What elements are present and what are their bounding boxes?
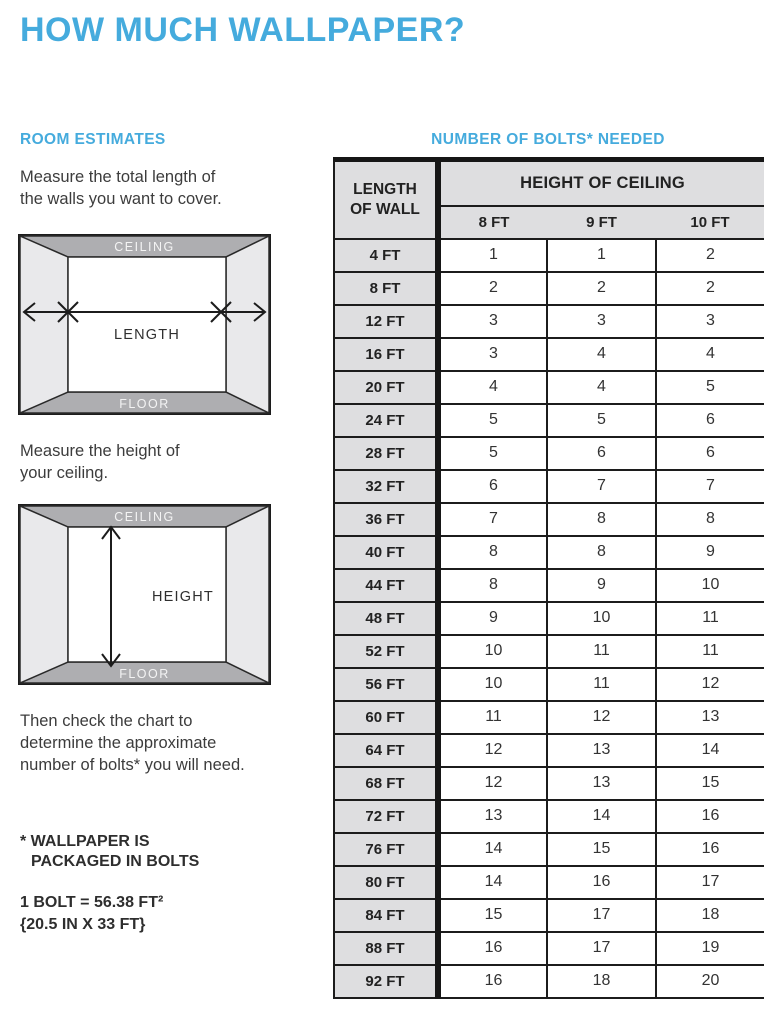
table-row <box>334 470 764 503</box>
bolt-count-cell: 17 <box>547 899 656 932</box>
bolt-size-line: {20.5 IN X 33 FT} <box>20 916 146 934</box>
bolt-count-cell: 17 <box>656 866 764 899</box>
bolt-count-cell: 8 <box>547 536 656 569</box>
bolt-count-cell: 6 <box>656 437 764 470</box>
paragraph-line: Measure the total length of <box>20 168 216 186</box>
right-wall-panel <box>226 506 269 683</box>
row-label-wall-length: 72 FT <box>334 800 438 833</box>
row-label-wall-length: 20 FT <box>334 371 438 404</box>
check-chart-paragraph <box>20 711 245 776</box>
column-header-9ft: 9 FT <box>547 206 656 239</box>
table-row <box>334 239 764 272</box>
row-label-wall-length: 44 FT <box>334 569 438 602</box>
column-header-8ft: 8 FT <box>438 206 547 239</box>
bolt-count-cell: 7 <box>438 503 547 536</box>
bolt-count-cell: 16 <box>438 965 547 998</box>
bolt-count-cell: 14 <box>438 833 547 866</box>
bolt-count-cell: 16 <box>656 833 764 866</box>
bolt-size-line: 1 BOLT = 56.38 FT² <box>20 894 164 911</box>
bolt-count-cell: 5 <box>656 371 764 404</box>
bolt-count-cell: 15 <box>547 833 656 866</box>
row-label-wall-length: 4 FT <box>334 239 438 272</box>
table-row <box>334 899 764 932</box>
bolt-count-cell: 11 <box>656 602 764 635</box>
table-row <box>334 503 764 536</box>
paragraph-line: determine the approximate <box>20 733 217 752</box>
table-row <box>334 734 764 767</box>
ceiling-label: CEILING <box>114 240 175 254</box>
paragraph-line: Then check the chart to <box>20 712 193 730</box>
bolt-size-note <box>20 892 163 936</box>
table-row <box>334 338 764 371</box>
table-row <box>334 668 764 701</box>
bolt-count-cell: 1 <box>438 239 547 272</box>
bolt-count-cell: 12 <box>656 668 764 701</box>
paragraph-line: the walls you want to cover. <box>20 189 222 208</box>
room-estimates-heading: ROOM ESTIMATES <box>20 131 166 148</box>
bolt-count-cell: 6 <box>656 404 764 437</box>
bolt-count-cell: 13 <box>656 701 764 734</box>
left-wall-panel <box>20 236 68 413</box>
bolt-count-cell: 7 <box>547 470 656 503</box>
bolt-count-cell: 8 <box>547 503 656 536</box>
bolt-count-cell: 13 <box>547 734 656 767</box>
table-row <box>334 536 764 569</box>
bolt-count-cell: 4 <box>438 371 547 404</box>
table-row <box>334 602 764 635</box>
bolt-count-cell: 16 <box>438 932 547 965</box>
bolt-count-cell: 4 <box>547 371 656 404</box>
bolts-table-body <box>334 239 764 998</box>
bolt-count-cell: 13 <box>547 767 656 800</box>
bolts-needed-heading: NUMBER OF BOLTS* NEEDED <box>431 131 665 148</box>
table-row <box>334 404 764 437</box>
bolt-count-cell: 8 <box>438 536 547 569</box>
bolt-count-cell: 20 <box>656 965 764 998</box>
bolt-count-cell: 2 <box>656 239 764 272</box>
bolt-count-cell: 18 <box>656 899 764 932</box>
bolt-count-cell: 2 <box>547 272 656 305</box>
bolt-count-cell: 7 <box>656 470 764 503</box>
bolt-count-cell: 14 <box>656 734 764 767</box>
corner-header-line: OF WALL <box>350 200 420 218</box>
bolt-count-cell: 6 <box>547 437 656 470</box>
height-room-diagram <box>18 504 271 685</box>
row-label-wall-length: 28 FT <box>334 437 438 470</box>
bolt-count-cell: 10 <box>438 668 547 701</box>
table-row <box>334 800 764 833</box>
bolt-count-cell: 13 <box>438 800 547 833</box>
row-label-wall-length: 56 FT <box>334 668 438 701</box>
paragraph-line: your ceiling. <box>20 463 109 482</box>
row-label-wall-length: 88 FT <box>334 932 438 965</box>
table-row <box>334 767 764 800</box>
bolt-count-cell: 5 <box>438 404 547 437</box>
table-row <box>334 437 764 470</box>
bolt-count-cell: 14 <box>547 800 656 833</box>
left-wall-panel <box>20 506 68 683</box>
bolt-count-cell: 15 <box>438 899 547 932</box>
corner-header-length-of-wall <box>334 160 438 239</box>
bolt-count-cell: 3 <box>547 305 656 338</box>
table-row <box>334 635 764 668</box>
footnote-line: PACKAGED IN BOLTS <box>31 852 200 870</box>
row-label-wall-length: 52 FT <box>334 635 438 668</box>
table-row <box>334 833 764 866</box>
ceiling-label: CEILING <box>114 510 175 524</box>
length-room-diagram <box>18 234 271 415</box>
row-label-wall-length: 80 FT <box>334 866 438 899</box>
table-row <box>334 932 764 965</box>
bolt-count-cell: 12 <box>438 767 547 800</box>
row-label-wall-length: 48 FT <box>334 602 438 635</box>
wallpaper-bolts-footnote <box>20 832 199 871</box>
bolt-count-cell: 10 <box>438 635 547 668</box>
bolt-count-cell: 11 <box>547 635 656 668</box>
floor-label: FLOOR <box>119 667 170 681</box>
page-title: HOW MUCH WALLPAPER? <box>20 11 466 49</box>
row-label-wall-length: 76 FT <box>334 833 438 866</box>
bolt-count-cell: 11 <box>547 668 656 701</box>
bolt-count-cell: 11 <box>656 635 764 668</box>
bolt-count-cell: 9 <box>438 602 547 635</box>
table-row <box>334 965 764 998</box>
bolt-count-cell: 5 <box>438 437 547 470</box>
bolt-count-cell: 10 <box>656 569 764 602</box>
bolt-count-cell: 17 <box>547 932 656 965</box>
bolt-count-cell: 2 <box>438 272 547 305</box>
paragraph-line: Measure the height of <box>20 442 180 460</box>
table-row <box>334 701 764 734</box>
bolt-count-cell: 15 <box>656 767 764 800</box>
bolt-count-cell: 11 <box>438 701 547 734</box>
row-label-wall-length: 16 FT <box>334 338 438 371</box>
bolt-count-cell: 4 <box>656 338 764 371</box>
bolt-count-cell: 3 <box>438 338 547 371</box>
table-row <box>334 569 764 602</box>
row-label-wall-length: 40 FT <box>334 536 438 569</box>
bolt-count-cell: 1 <box>547 239 656 272</box>
bolt-count-cell: 18 <box>547 965 656 998</box>
bolt-count-cell: 16 <box>547 866 656 899</box>
row-label-wall-length: 84 FT <box>334 899 438 932</box>
bolt-count-cell: 10 <box>547 602 656 635</box>
bolt-count-cell: 2 <box>656 272 764 305</box>
right-wall-panel <box>226 236 269 413</box>
row-label-wall-length: 36 FT <box>334 503 438 536</box>
floor-label: FLOOR <box>119 397 170 411</box>
bolt-count-cell: 19 <box>656 932 764 965</box>
table-row <box>334 371 764 404</box>
measure-height-paragraph <box>20 441 180 485</box>
bolt-count-cell: 3 <box>438 305 547 338</box>
row-label-wall-length: 68 FT <box>334 767 438 800</box>
row-label-wall-length: 92 FT <box>334 965 438 998</box>
bolt-count-cell: 9 <box>547 569 656 602</box>
table-row <box>334 272 764 305</box>
column-header-10ft: 10 FT <box>656 206 764 239</box>
footnote-line: * WALLPAPER IS <box>20 833 150 850</box>
height-dimension-label: HEIGHT <box>152 589 214 605</box>
back-wall-panel <box>68 257 226 392</box>
bolt-count-cell: 3 <box>656 305 764 338</box>
bolt-count-cell: 4 <box>547 338 656 371</box>
group-header-height-of-ceiling: HEIGHT OF CEILING <box>438 160 764 206</box>
row-label-wall-length: 12 FT <box>334 305 438 338</box>
corner-header-line: LENGTH <box>353 181 417 199</box>
measure-length-paragraph <box>20 167 222 211</box>
row-label-wall-length: 8 FT <box>334 272 438 305</box>
table-row <box>334 305 764 338</box>
length-dimension-label: LENGTH <box>113 327 181 343</box>
bolt-count-cell: 12 <box>438 734 547 767</box>
bolt-count-cell: 8 <box>438 569 547 602</box>
bolt-count-cell: 8 <box>656 503 764 536</box>
row-label-wall-length: 24 FT <box>334 404 438 437</box>
bolt-count-cell: 5 <box>547 404 656 437</box>
row-label-wall-length: 60 FT <box>334 701 438 734</box>
bolt-count-cell: 12 <box>547 701 656 734</box>
bolts-table <box>333 157 764 999</box>
paragraph-line: number of bolts* you will need. <box>20 755 245 774</box>
table-row <box>334 866 764 899</box>
bolt-count-cell: 16 <box>656 800 764 833</box>
bolt-count-cell: 14 <box>438 866 547 899</box>
row-label-wall-length: 32 FT <box>334 470 438 503</box>
bolt-count-cell: 9 <box>656 536 764 569</box>
row-label-wall-length: 64 FT <box>334 734 438 767</box>
bolt-count-cell: 6 <box>438 470 547 503</box>
